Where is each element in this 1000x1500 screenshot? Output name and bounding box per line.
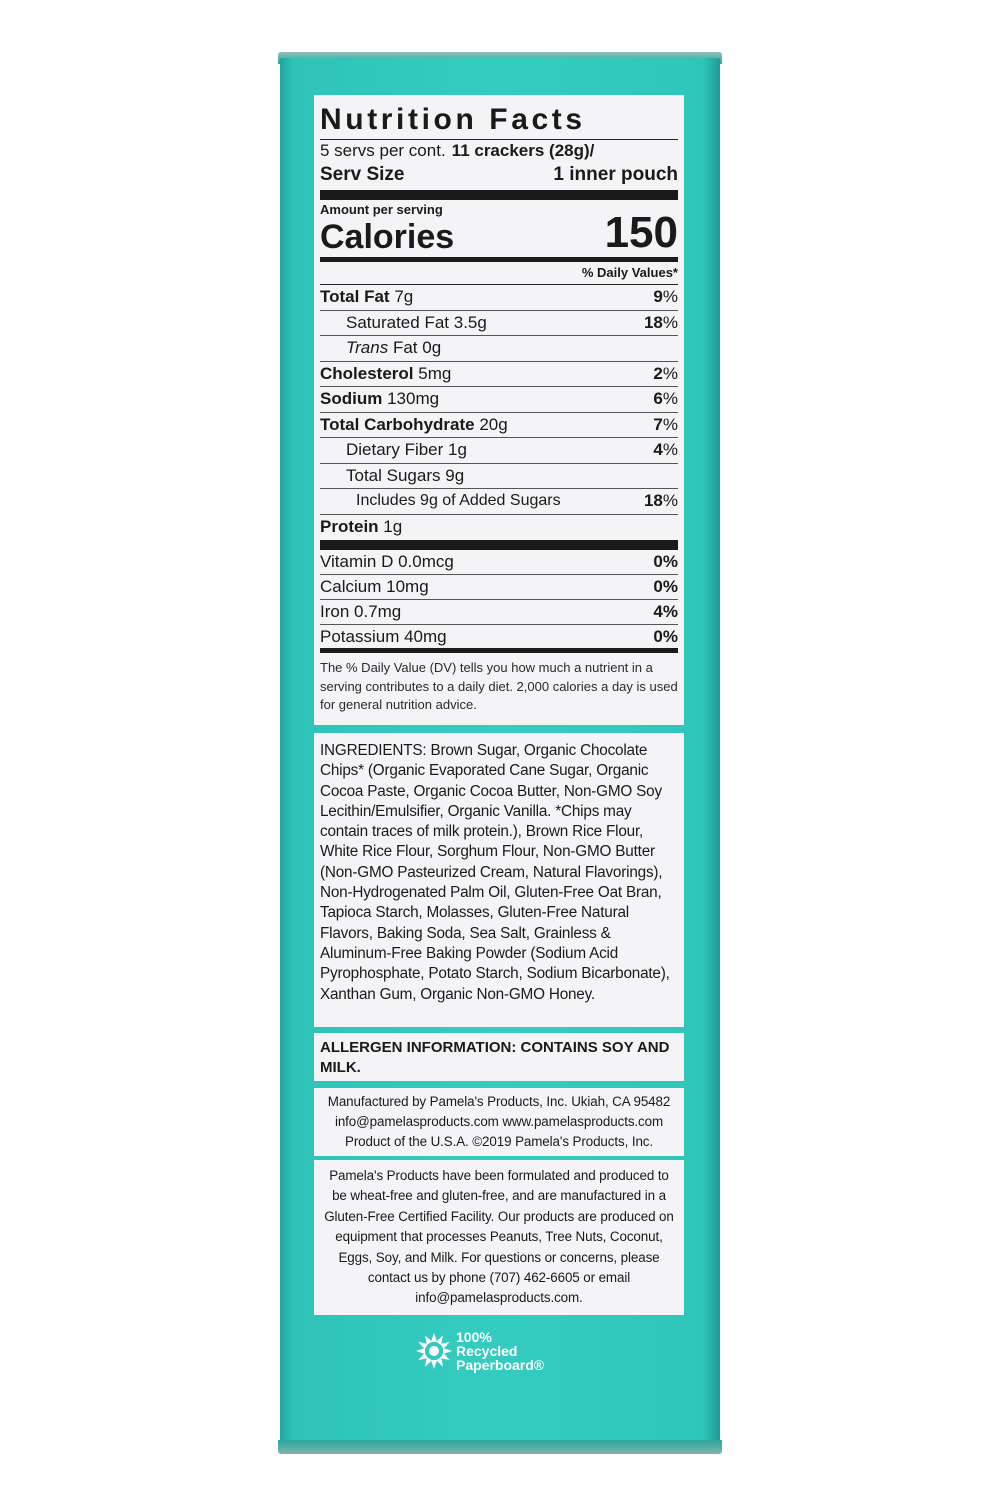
nutrient-dv: 2 [653,363,663,383]
nutrient-amount: 9g [445,465,465,485]
vitamin-dv: 0% [653,552,678,571]
serving-size-value: 1 inner pouch [553,164,678,185]
vitamin-label: Potassium 40mg [320,626,447,646]
nutrient-label: Protein [320,517,379,537]
nutrient-amount: 7g [394,287,414,307]
nutrient-amount: 130mg [387,389,440,409]
nutrient-amount: 0g [422,338,442,358]
recycled-paperboard-icon [414,1331,454,1371]
nutrient-row-sodium: Sodium 130mg 6% [320,387,678,413]
nutrient-dv: 7 [653,414,663,434]
nutrient-label: Total Carbohydrate [320,414,475,434]
nutrient-label: Fat [392,338,418,358]
thick-divider [320,190,678,200]
ingredients-panel [314,733,684,1027]
nutrient-row-cholesterol: Cholesterol 5mg 2% [320,362,678,388]
nutrient-row-total-fat: Total Fat 7g 9% [320,285,678,311]
ingredients-text: INGREDIENTS: Brown Sugar, Organic Chocolate Chips* (Organic Evaporated Cane Sugar, Organic Cocoa Paste, Organic Cocoa Butter, Non-GMO Soy Lecithin/Emulsifier, Organic Vanilla. *Chips may contain traces of milk protein.), Brown Rice Flour, White Rice Flour, Sorghum Flour, Non-GMO Butter (Non-GMO Pasteurized Cream, Natural Flavorings), Non-Hydrogenated Palm Oil, Gluten-Free Oat Bran, Tapioca Starch, Molasses, Gluten-Free Natural Flavors, Baking Soda, Sea Salt, Grainless & Aluminum-Free Baking Powder (Sodium Acid Pyrophosphate, Potato Starch, Sodium Bicarbonate), Xanthan Gum, Organic Non-GMO Honey. [320,742,670,1003]
nutrient-label: Sodium [320,389,383,409]
recycled-paperboard-logo [414,1330,544,1372]
daily-value-footnote: The % Daily Value (DV) tells you how much a nutrient in a serving contributes to a daily diet. 2,000 calories a day is used for general nutrition advice. [320,660,678,712]
nutrient-amount: 3.5g [453,312,487,332]
vitamin-row-potassium [320,625,678,653]
daily-values-header: % Daily Values* [320,262,678,285]
nutrient-label: Total Fat [320,287,390,307]
nutrient-amount: 1g [383,517,403,537]
box-bottom-edge [278,1440,722,1454]
nutrient-row-protein [320,515,678,541]
nutrient-amount: 1g [448,440,467,460]
manufacturer-copyright: Product of the U.S.A. ©2019 Pamela's Products, Inc. [344,1134,654,1149]
nutrient-label: Total Sugars [346,465,441,485]
vitamin-dv: 0% [653,577,678,596]
vitamin-label: Calcium 10mg [320,577,429,596]
nutrient-row-total-sugars [320,464,678,490]
manufacturer-line: Manufactured by Pamela's Products, Inc. Ukiah, CA 95482 [327,1094,671,1109]
vitamin-label: Vitamin D 0.0mcg [320,552,454,571]
nutrient-amount: 20g [479,414,508,434]
allergen-text: ALLERGEN INFORMATION: CONTAINS SOY AND MILK. [320,1039,670,1076]
vitamin-row-vitamin-d [320,550,678,575]
manufacturer-contact: info@pamelasproducts.com www.pamelasproducts.com [334,1114,664,1129]
calories-value: 150 [604,208,678,257]
serving-size-row [320,162,678,188]
nutrient-label: Cholesterol [320,363,414,383]
vitamin-row-calcium [320,575,678,600]
gluten-free-statement: Pamela's Products have been formulated and produced to be wheat-free and gluten-free, and are manufactured in a Gluten-Free Certified Facility. Our products are produced on equipment that processes Peanuts, Tree Nuts, Coconut, Eggs, Soy, and Milk. For questions or concerns, please contact us by phone (707) 462-6605 or email info@pamelasproducts.com. [324,1168,674,1306]
nutrient-label: Saturated Fat [346,312,450,332]
nutrient-dv: 9 [653,287,663,307]
vitamin-label: Iron 0.7mg [320,602,402,621]
calories-label: Calories [320,218,455,256]
vitamin-dv: 4% [653,602,678,621]
serving-quantity: 11 crackers (28g)/ [451,141,595,160]
nutrient-label: Includes 9g of Added Sugars [356,492,561,510]
nutrient-dv: 4 [653,440,663,460]
amount-per-serving: Amount per serving [320,202,443,217]
nutrient-amount: 5mg [418,363,452,383]
allergen-panel [314,1033,684,1081]
nutrient-row-total-carbohydrate: Total Carbohydrate 20g 7% [320,413,678,439]
nutrition-facts-panel [314,95,684,725]
nutrient-row-saturated-fat: Saturated Fat 3.5g 18% [320,311,678,337]
vitamin-row-iron [320,600,678,625]
nutrient-row-dietary-fiber: Dietary Fiber 1g 4% [320,438,678,464]
thick-divider [320,540,678,550]
serving-size-label: Serv Size [320,164,405,185]
nutrient-label-italic: Trans [346,338,389,358]
nutrient-row-added-sugars: Includes 9g of Added Sugars 18% [320,489,678,515]
nutrient-dv: 18 [643,312,663,332]
servings-per-container [320,140,678,162]
manufacturer-panel [314,1088,684,1156]
gluten-free-statement-panel [314,1160,684,1315]
vitamin-dv: 0% [653,626,678,646]
recycled-paperboard-text: 100% Recycled Paperboard® [456,1329,545,1373]
nutrient-dv: 6 [653,389,663,409]
nutrient-dv: 18 [643,491,663,511]
servings-count: 5 servs per cont. [320,141,446,160]
nutrition-facts-title: Nutrition Facts [320,99,678,140]
nutrient-row-trans-fat [320,336,678,362]
nutrient-label: Dietary Fiber [346,440,444,460]
